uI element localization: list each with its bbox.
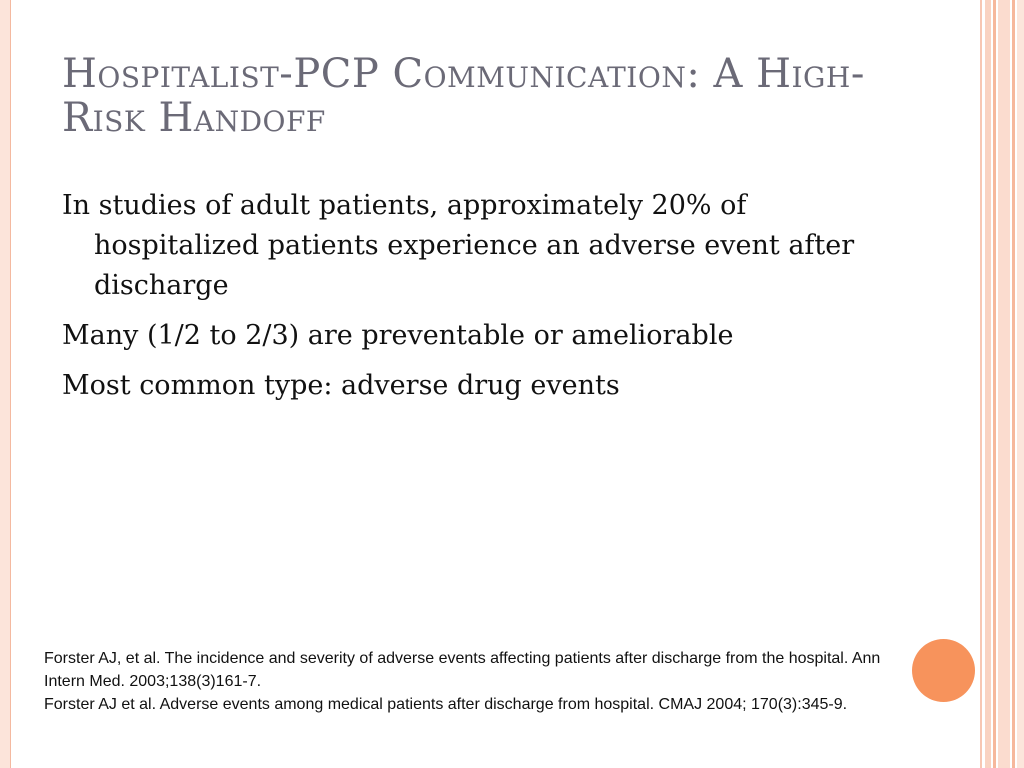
bullet-list — [62, 186, 902, 416]
left-border-frame — [0, 0, 11, 768]
slide-title: Hospitalist-PCP Communication: A High-Risk Handoff — [62, 51, 865, 141]
right-decorative-stripe — [1012, 0, 1015, 768]
right-decorative-stripe — [985, 0, 991, 768]
accent-circle — [912, 639, 975, 702]
right-decorative-stripe — [993, 0, 996, 768]
reference-item: Forster AJ, et al. The incidence and severity of adverse events affecting patients after discharge from the hospital. Ann Intern Med. 2003;138(3)161-7. — [44, 650, 881, 690]
right-decorative-stripe — [980, 0, 982, 768]
bullet-item: Most common type: adverse drug events — [62, 370, 620, 401]
right-decorative-stripe — [1017, 0, 1024, 768]
references — [44, 647, 894, 716]
bullet-item: In studies of adult patients, approximately 20% of hospitalized patients experience an adverse event after discharge — [62, 190, 855, 301]
reference-item: Forster AJ et al. Adverse events among medical patients after discharge from hospital. CMAJ 2004; 170(3):345-9. — [44, 696, 848, 713]
right-decorative-stripe — [998, 0, 1010, 768]
bullet-item: Many (1/2 to 2/3) are preventable or ameliorable — [62, 320, 734, 351]
